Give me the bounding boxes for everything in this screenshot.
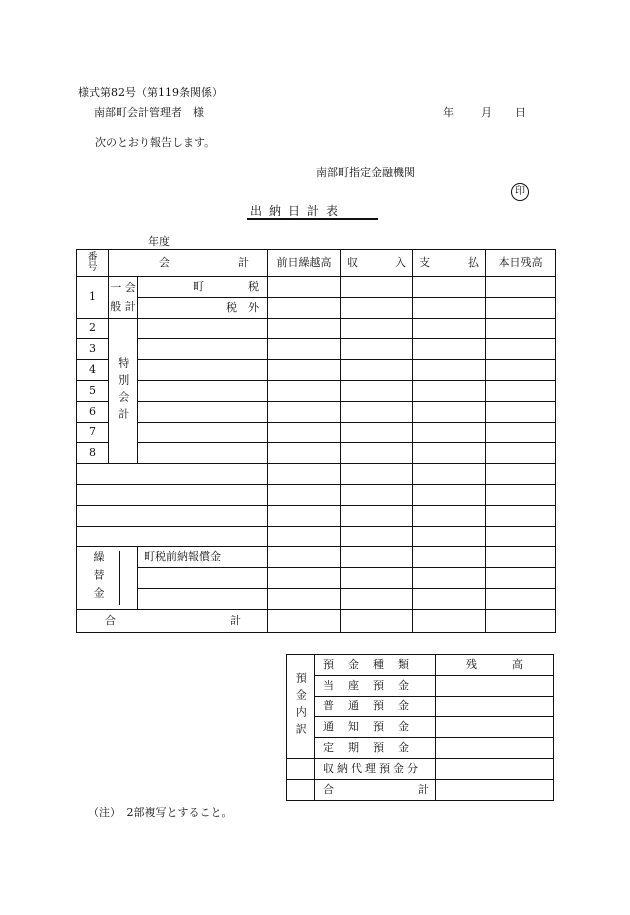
intro-text: 次のとおり報告します。 bbox=[95, 136, 216, 149]
row-number: 2 bbox=[77, 318, 109, 339]
cell[interactable] bbox=[436, 779, 554, 800]
header-number: 番 号 bbox=[77, 250, 109, 277]
cell[interactable] bbox=[138, 422, 268, 443]
deposit-agent: 収納代理預金分 bbox=[315, 758, 436, 779]
deposit-breakdown-table bbox=[286, 654, 554, 801]
blank-row-label[interactable] bbox=[77, 526, 268, 547]
cell[interactable] bbox=[268, 277, 341, 298]
cell[interactable] bbox=[413, 401, 486, 422]
cell[interactable] bbox=[268, 380, 341, 401]
cell[interactable] bbox=[138, 360, 268, 381]
cell[interactable] bbox=[413, 547, 486, 568]
deposit-total-label: 合 計 bbox=[315, 779, 436, 800]
deposit-item: 定期預金 bbox=[315, 738, 436, 759]
header-income: 収 入 bbox=[341, 250, 413, 277]
header-payment: 支 払 bbox=[413, 250, 486, 277]
cell[interactable] bbox=[138, 588, 268, 609]
deposit-item: 当座預金 bbox=[315, 675, 436, 696]
cell[interactable] bbox=[138, 339, 268, 360]
cell[interactable] bbox=[341, 380, 413, 401]
cell[interactable] bbox=[413, 484, 486, 505]
addressee: 南部町会計管理者 様 bbox=[94, 106, 204, 119]
cell[interactable] bbox=[138, 568, 268, 589]
cell[interactable] bbox=[413, 526, 486, 547]
cell[interactable] bbox=[413, 380, 486, 401]
cell[interactable] bbox=[341, 401, 413, 422]
cell[interactable] bbox=[486, 401, 556, 422]
header-today-balance: 本日残高 bbox=[486, 250, 556, 277]
cell[interactable] bbox=[413, 277, 486, 298]
blank-cell bbox=[287, 758, 315, 779]
transfer-label: 繰替金 bbox=[92, 551, 106, 606]
footnote: （注） 2部複写とすること。 bbox=[88, 806, 233, 819]
cell[interactable] bbox=[341, 568, 413, 589]
cell[interactable] bbox=[436, 717, 554, 738]
seal-icon: 印 bbox=[511, 183, 529, 201]
cell[interactable] bbox=[341, 339, 413, 360]
special-account-label: 特別会計 bbox=[109, 318, 138, 464]
cell[interactable] bbox=[436, 758, 554, 779]
cell[interactable] bbox=[341, 318, 413, 339]
cell[interactable] bbox=[341, 464, 413, 485]
cell[interactable] bbox=[486, 568, 556, 589]
cell[interactable] bbox=[268, 588, 341, 609]
blank-row-label[interactable] bbox=[77, 505, 268, 526]
cell[interactable] bbox=[486, 484, 556, 505]
cell[interactable] bbox=[413, 318, 486, 339]
cell[interactable] bbox=[268, 609, 341, 632]
cell[interactable] bbox=[341, 277, 413, 298]
cell[interactable] bbox=[486, 526, 556, 547]
cell[interactable] bbox=[486, 380, 556, 401]
cell[interactable] bbox=[486, 297, 556, 318]
cell[interactable] bbox=[268, 464, 341, 485]
daily-cash-table bbox=[76, 249, 556, 633]
cell[interactable] bbox=[486, 505, 556, 526]
cell[interactable] bbox=[436, 675, 554, 696]
cell[interactable] bbox=[341, 443, 413, 464]
cell[interactable] bbox=[268, 568, 341, 589]
cell[interactable] bbox=[486, 318, 556, 339]
cell[interactable] bbox=[268, 505, 341, 526]
cell[interactable] bbox=[268, 484, 341, 505]
cell[interactable] bbox=[413, 422, 486, 443]
cell[interactable] bbox=[486, 547, 556, 568]
fiscal-year-label: 年度 bbox=[148, 235, 170, 248]
header-account: 会 計 bbox=[109, 250, 268, 277]
cell[interactable] bbox=[341, 297, 413, 318]
cell[interactable] bbox=[486, 464, 556, 485]
cell[interactable] bbox=[413, 360, 486, 381]
blank-row-label[interactable] bbox=[77, 484, 268, 505]
cell[interactable] bbox=[413, 609, 486, 632]
deposit-item: 通知預金 bbox=[315, 717, 436, 738]
cell[interactable] bbox=[413, 297, 486, 318]
cell[interactable] bbox=[138, 380, 268, 401]
cell[interactable] bbox=[268, 526, 341, 547]
total-label: 合 計 bbox=[77, 609, 268, 632]
row-number: 5 bbox=[77, 380, 109, 401]
bank-name: 南部町指定金融機関 bbox=[316, 166, 415, 179]
cell[interactable] bbox=[486, 339, 556, 360]
page-title: 出納日計表 bbox=[250, 204, 346, 218]
cell[interactable] bbox=[341, 505, 413, 526]
tax-other-label: 税 外 bbox=[138, 297, 268, 318]
title-underline bbox=[247, 218, 378, 220]
cell[interactable] bbox=[413, 588, 486, 609]
cell[interactable] bbox=[486, 277, 556, 298]
row-number: 3 bbox=[77, 339, 109, 360]
cell[interactable] bbox=[268, 318, 341, 339]
cell[interactable] bbox=[341, 422, 413, 443]
cell[interactable] bbox=[413, 339, 486, 360]
cell[interactable] bbox=[138, 443, 268, 464]
cell[interactable] bbox=[341, 526, 413, 547]
date-month-label: 月 bbox=[481, 106, 492, 119]
row-number-1: 1 bbox=[77, 277, 109, 319]
cell[interactable] bbox=[486, 422, 556, 443]
deposit-kind-header: 預金種類 bbox=[315, 655, 436, 676]
cell[interactable] bbox=[268, 297, 341, 318]
cell[interactable] bbox=[341, 588, 413, 609]
cell[interactable] bbox=[138, 318, 268, 339]
row-number: 4 bbox=[77, 360, 109, 381]
deposit-label: 預金内訳 bbox=[287, 655, 315, 759]
deposit-balance-header: 残 高 bbox=[436, 655, 554, 676]
general-account-label: 一 会 般 計 bbox=[109, 277, 138, 319]
cell[interactable] bbox=[486, 443, 556, 464]
cell[interactable] bbox=[268, 547, 341, 568]
blank-cell bbox=[287, 779, 315, 800]
cell[interactable] bbox=[486, 360, 556, 381]
date-year-label: 年 bbox=[443, 106, 454, 119]
cell[interactable] bbox=[138, 401, 268, 422]
cell[interactable] bbox=[413, 568, 486, 589]
cell[interactable] bbox=[341, 360, 413, 381]
header-prev-balance: 前日繰越高 bbox=[268, 250, 341, 277]
cell[interactable] bbox=[268, 339, 341, 360]
cell[interactable] bbox=[436, 738, 554, 759]
row-number: 6 bbox=[77, 401, 109, 422]
date-day-label: 日 bbox=[515, 106, 526, 119]
transfer-label-cell bbox=[77, 547, 138, 609]
cell[interactable] bbox=[341, 609, 413, 632]
cell[interactable] bbox=[436, 696, 554, 717]
cell[interactable] bbox=[268, 401, 341, 422]
transfer-item: 町税前納報償金 bbox=[138, 547, 268, 568]
row-number: 7 bbox=[77, 422, 109, 443]
form-number: 様式第82号（第119条関係） bbox=[78, 86, 223, 99]
town-tax-label: 町 税 bbox=[138, 277, 268, 298]
cell[interactable] bbox=[268, 422, 341, 443]
deposit-item: 普通預金 bbox=[315, 696, 436, 717]
blank-row-label[interactable] bbox=[77, 464, 268, 485]
cell[interactable] bbox=[268, 443, 341, 464]
cell[interactable] bbox=[268, 360, 341, 381]
cell[interactable] bbox=[486, 588, 556, 609]
cell[interactable] bbox=[486, 609, 556, 632]
cell[interactable] bbox=[413, 505, 486, 526]
row-number: 8 bbox=[77, 443, 109, 464]
cell[interactable] bbox=[341, 484, 413, 505]
cell[interactable] bbox=[341, 547, 413, 568]
cell[interactable] bbox=[413, 443, 486, 464]
cell[interactable] bbox=[413, 464, 486, 485]
